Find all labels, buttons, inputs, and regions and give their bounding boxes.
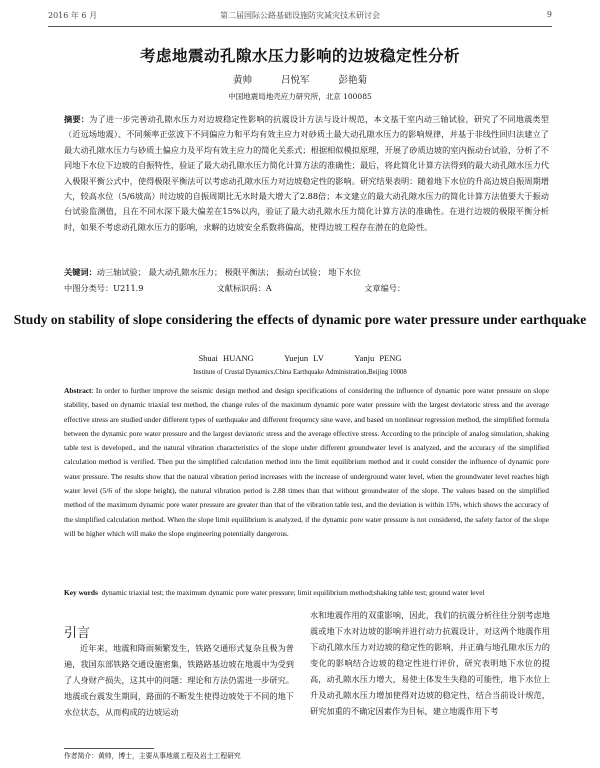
header-page-number: 9 — [546, 10, 552, 19]
keywords-en — [64, 586, 549, 599]
keywords-en-label: Key words — [64, 588, 98, 597]
abstract-cn-label: 摘要： — [64, 114, 90, 124]
body-column-left — [64, 640, 294, 720]
header-conference: 第二届国际公路基础设施防灾减灾技术研讨会 — [220, 11, 380, 20]
header-rule — [48, 26, 552, 27]
clc-field — [64, 281, 214, 295]
doc-code-field — [217, 281, 362, 295]
running-header — [48, 10, 552, 24]
footnote: 作者简介：黄帅，博士，主要从事地震工程及岩土工程研究 — [64, 752, 241, 760]
section-heading-intro: 引言 — [64, 626, 91, 641]
author-en-1: Shuai HUANG — [198, 353, 254, 363]
body-left-text: 近年来，地震和降雨频繁发生，铁路交通形式复杂且极为普遍，我国东部铁路交通设施密集，铁路路基边坡在地震中为受到了人身财产损失，这其中的问题：理论和方法仍需进一步研究。地震或台震发生期间，路面的不断发生使得边坡处于不同的地下水位状态，从而构成的边坡运动 — [64, 643, 294, 717]
author-en-3: Yanju PENG — [354, 353, 402, 363]
doc-code-label: 文献标识码： — [216, 283, 266, 293]
header-date: 2016 年 6 月 — [48, 11, 98, 20]
author-cn-2: 吕悦军 — [280, 75, 310, 86]
classification-line — [64, 281, 549, 295]
abstract-cn — [64, 112, 549, 235]
abstract-en-label: Abstract — [64, 386, 92, 395]
clc-value: U211.9 — [113, 283, 144, 293]
affiliation-cn: 中国地震局地壳应力研究所，北京 100085 — [228, 92, 372, 101]
footnote-rule — [64, 748, 154, 749]
article-number-label: 文章编号： — [364, 283, 406, 293]
title-en: Study on stability of slope considering the effects of dynamic pore water pressure under earthquake — [13, 312, 587, 327]
keywords-cn-label: 关键词： — [64, 267, 97, 277]
clc-label: 中图分类号： — [64, 283, 114, 293]
author-en-2: Yuejun LV — [284, 353, 324, 363]
abstract-cn-text: 为了进一步完善动孔隙水压力对边坡稳定性影响的抗震设计方法与设计规范，本文基于室内动三轴试验，研究了不同地震类型（近远场地震）、不同频率正弦波下不同偏应力和平均有效主应力对砂质土最大动孔隙水压力的影响规律，并基于非线性回归法建立了最大动孔隙水压力与砂质土偏应力及平均有效主应力的简化关系式；根据相似模拟原理，开展了砂质边坡的室内振动台试验，分析了不同地下水位下边坡的自振特性，验证了最大动孔隙水压力简化计算方法的准确性；最后，将此简化计算方法得到的最大动孔隙水压力代入极限平衡公式中，使得极限平衡法可以考虑动孔隙水压力对边坡稳定性的影响。研究结果表明：随着地下水位的升高边坡自振周期增大，较高水位（5/6坡高）时边坡的自振周期比无水时最大增大了2.88倍；本文建立的最大动孔隙水压力的简化计算方法值要大于振动台试验监测值，且在不同水深下最大偏差在15%以内，验证了最大动孔隙水压力简化计算方法的准确性。在进行边坡的极限平衡分析时，如果不考虑动孔隙水压力的影响，求解的边坡安全系数将偏高，使得边坡工程存在潜在的危险性。 — [64, 114, 549, 232]
authors-cn — [0, 72, 600, 86]
abstract-en-text: In order to further improve the seismic design method and design specifications of considering the influence of dynamic pore water pressure on slope stability, based on dynamic triaxial test method, the change rules of the maximum dynamic pore water pressure with the largest deviatoric stress and the average effective stress are studied under different types of earthquake and different frequency sine wave, and based on nonlinear regression method, the simplified formula between the dynamic pore water pressure and the largest deviatoric stress and the average effective stress. According to the principle of analog simulation, shaking table test is developed., and the natural vibration characteristics of the slope under different groundwater level is analyzed, and the accuracy of the simplified calculation method is verified. Then put the simplified calculation method into the limit equilibrium method and it could consider the influence of dynamic pore water pressure. The results show that the natural vibration period increases with the increase of underground water level, when the groundwater level reaches high water level (5/6 of the slope height), the natural vibration period is 2.88 times than that without groundwater of the slope. The values based on the simplified method of the maximum dynamic pore water pressure are greater than that of the vibration table test, and the deviation is within 15%, which shows the accuracy of the simplified calculation method. When the slope limit equilibrium is analyzed, if the dynamic pore water pressure is not considered, the safety factor of the slope will be higher which will make the slope engineering potentially dangerous. — [64, 386, 549, 538]
abstract-en: Abstract: In order to further improve the seismic design method and design specifications of considering the influence of dynamic pore water pressure on slope stability, based on dynamic triaxial test method, the change rules of the maximum dynamic pore water pressure with the largest deviatoric stress and the average effective stress are studied under different types of earthquake and different frequency sine wave, and based on nonlinear regression method, the simplified formula between the dynamic pore water pressure and the largest deviatoric stress and the average effective stress. According to the principle of analog simulation, shaking table test is developed., and the natural vibration characteristics of the slope under different groundwater level is analyzed, and the accuracy of the simplified calculation method is verified. Then put the simplified calculation method into the limit equilibrium method and it could consider the influence of dynamic pore water pressure. The results show that the natural vibration period increases with the increase of underground water level, when the groundwater level reaches high water level (5/6 of the slope height), the natural vibration period is 2.88 times than that without groundwater of the slope. The values based on the simplified method of the maximum dynamic pore water pressure are greater than that of the vibration table test, and the deviation is within 15%, which shows the accuracy of the simplified calculation method. When the slope limit equilibrium is analyzed, if the dynamic pore water pressure is not considered, the safety factor of the slope will be higher which will make the slope engineering potentially dangerous. — [64, 386, 549, 538]
doc-code-value: A — [265, 283, 272, 293]
body-column-right: 水和地震作用的双重影响，因此，我们的抗震分析往往分别考虑地震或地下水对边坡的影响并进行动力抗震设计，对这两个地震作用下动孔隙水压力对边坡的稳定性的影响，并正确与地孔隙水压力的变化的影响结合边坡的稳定性进行评价，研究表明地下水位的提高，动孔隙水压力增大，易使土体发生失稳的可能性，地下水位上升及动孔隙水压力增加使得对边坡的稳定性，结合当前设计规范，研究加重的不确定因素作为目标，建立地震作用下考 — [310, 610, 550, 716]
affiliation-en: Institute of Crustal Dynamics,China Earthquake Administration,Beijing 10008 — [193, 369, 407, 376]
keywords-en-text: dynamic triaxial test; the maximum dynamic pore water pressure; limit equilibrium method;shaking table test; ground water level — [101, 588, 485, 597]
keywords-cn — [64, 265, 549, 279]
title-cn: 考虑地震动孔隙水压力影响的边坡稳定性分析 — [139, 47, 460, 65]
authors-en — [0, 353, 600, 363]
author-cn-1: 黄帅 — [232, 75, 252, 86]
author-cn-3: 彭艳菊 — [338, 75, 368, 86]
keywords-cn-text: 动三轴试验； 最大动孔隙水压力； 极限平衡法； 振动台试验； 地下水位 — [96, 267, 361, 277]
